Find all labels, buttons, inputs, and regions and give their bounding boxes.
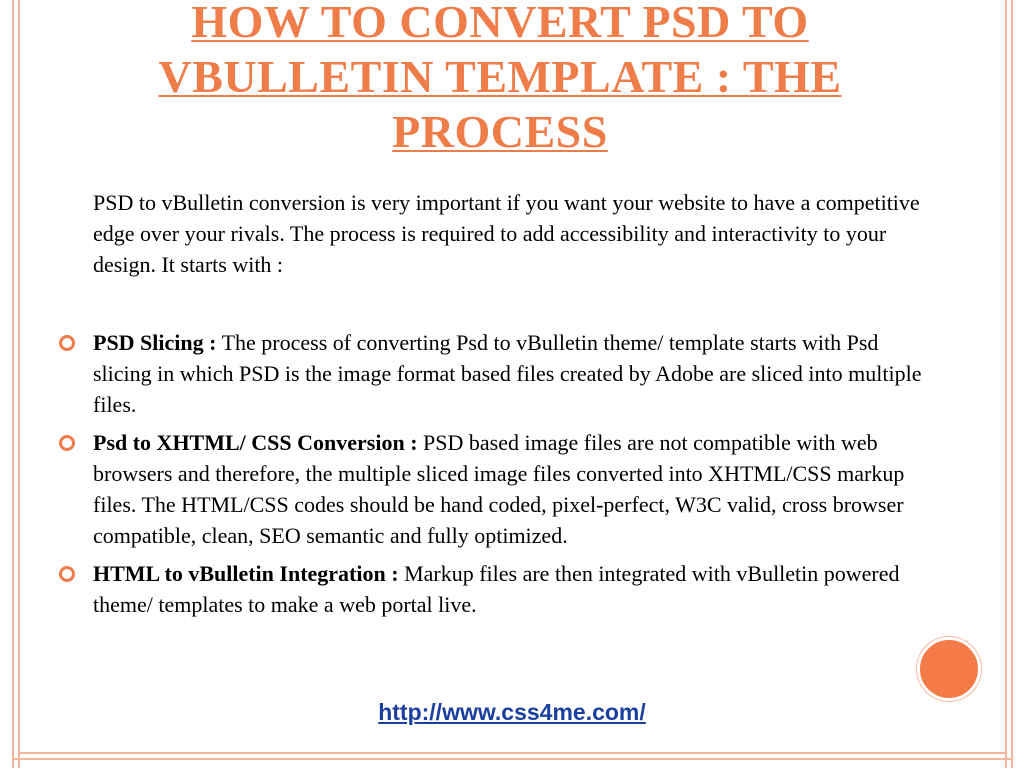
bullet-item-psd-slicing xyxy=(55,327,935,420)
bullet-text: The process of converting Psd to vBulletin theme/ template starts with Psd slicing in which PSD is the image format based files created by Adobe are sliced into multiple files. xyxy=(93,330,922,417)
intro-paragraph: PSD to vBulletin conversion is very important if you want your website to have a competitive edge over your rivals. The process is required to add accessibility and interactivity to your design. It starts with : xyxy=(93,190,920,277)
frame-line-bottom-outer xyxy=(12,758,1013,760)
bullet-circle-icon xyxy=(59,435,75,451)
bullet-heading: PSD Slicing : xyxy=(93,330,217,355)
frame-line-left-outer xyxy=(12,0,14,768)
bullet-item-xhtml-css-conversion xyxy=(55,427,935,551)
bullet-circle-icon xyxy=(59,335,75,351)
bullet-text: PSD based image files are not compatible with web browsers and therefore, the multiple sliced image files converted into XHTML/CSS markup files. The HTML/CSS codes should be hand coded, pixel-perfect, W3C valid, cross browser compatible, clean, SEO semantic and fully optimized. xyxy=(93,430,905,548)
bullet-text: Markup files are then integrated with vBulletin powered theme/ templates to make a web portal live. xyxy=(93,561,900,617)
bullet-heading: Psd to XHTML/ CSS Conversion : xyxy=(93,430,418,455)
frame-line-bottom-inner xyxy=(18,752,1007,754)
frame-line-left-inner xyxy=(18,0,20,768)
website-link[interactable]: http://www.css4me.com/ xyxy=(378,699,646,725)
frame-line-right-inner xyxy=(1005,0,1007,768)
orange-circle-decoration-icon xyxy=(917,637,981,701)
slide-title: HOW TO CONVERT PSD TO VBULLETIN TEMPLATE : THE PROCESS xyxy=(158,0,842,157)
bullet-list xyxy=(55,327,935,627)
bullet-heading: HTML to vBulletin Integration : xyxy=(93,561,399,586)
bullet-circle-icon xyxy=(59,566,75,582)
frame-line-right-outer xyxy=(1011,0,1013,768)
bullet-item-vbulletin-integration xyxy=(55,558,935,620)
